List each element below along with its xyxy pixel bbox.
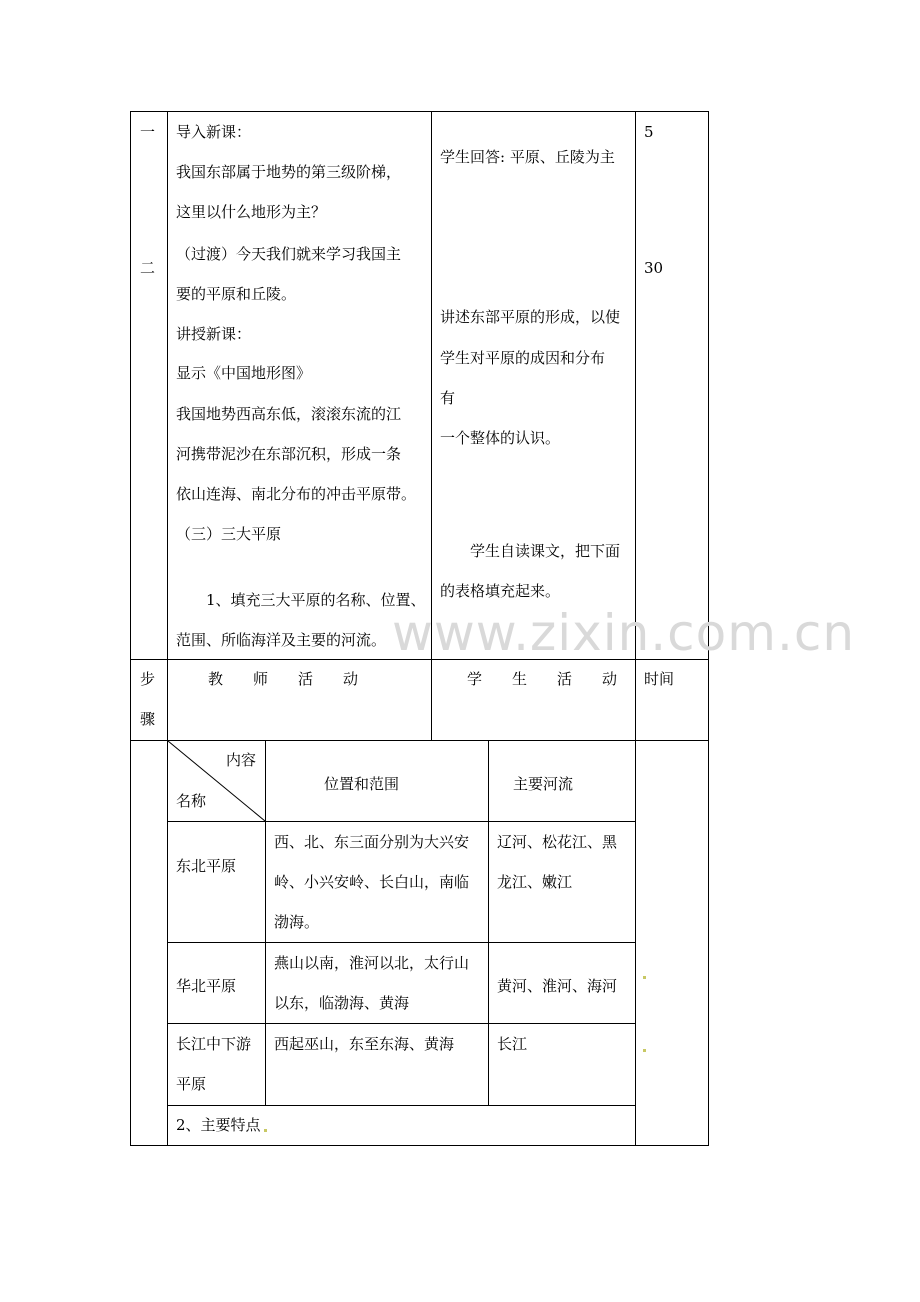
plain-rivers: 黄河、淮河、海河 [497, 977, 618, 995]
student-line: 学生对平原的成因和分布 [440, 349, 606, 367]
header-step: 骤 [140, 710, 156, 728]
plain-rivers: 辽河、松花江、黑 [497, 833, 618, 851]
time-value: 30 [644, 259, 664, 277]
teacher-line: 显示《中国地形图》 [176, 364, 312, 382]
header-time: 时间 [644, 670, 675, 688]
student-line: 的表格填充起来。 [440, 582, 561, 600]
column-header-location: 位置和范围 [324, 775, 400, 793]
teacher-line: 讲授新课： [176, 325, 252, 343]
teacher-line: 河携带泥沙在东部沉积，形成一条 [176, 445, 402, 463]
teacher-line: 范围、所临海洋及主要的河流。 [176, 631, 387, 649]
plain-location: 燕山以南，淮河以北，太行山 [274, 954, 470, 972]
plain-location: 西起巫山，东至东海、黄海 [274, 1035, 455, 1053]
plain-name: 长江中下游 [176, 1035, 252, 1053]
teacher-line: 依山连海、南北分布的冲击平原带。 [176, 485, 417, 503]
plain-name: 东北平原 [176, 857, 237, 875]
plain-name: 平原 [176, 1075, 207, 1093]
plain-name: 华北平原 [176, 977, 237, 995]
header-step: 步 [140, 670, 156, 688]
time-value: 5 [644, 123, 654, 141]
step-mark-two: 二 [140, 259, 156, 277]
student-line: 一个整体的认识。 [440, 429, 561, 447]
teacher-line: 这里以什么地形为主？ [176, 203, 327, 221]
student-line: 学生回答: 平原、丘陵为主 [440, 148, 615, 166]
teacher-line: 我国东部属于地势的第三级阶梯， [176, 163, 402, 181]
teacher-line: 1、填充三大平原的名称、位置、 [206, 591, 426, 609]
plain-rivers: 龙江、嫩江 [497, 873, 573, 891]
watermark: www.zixin.com.cn [392, 604, 856, 662]
teacher-line: 要的平原和丘陵。 [176, 285, 297, 303]
corner-label-name: 名称 [176, 792, 207, 810]
plain-location: 以东，临渤海、黄海 [274, 994, 410, 1012]
teacher-line: （过渡）今天我们就来学习我国主 [176, 245, 402, 263]
plain-location: 岭、小兴安岭、长白山，南临 [274, 873, 470, 891]
artifact-dot [643, 976, 646, 979]
teacher-line: 我国地势西高东低，滚滚东流的江 [176, 405, 402, 423]
teacher-line: （三）三大平原 [176, 525, 282, 543]
plain-location: 渤海。 [274, 913, 320, 931]
artifact-dot [264, 1129, 267, 1132]
plain-rivers: 长江 [497, 1035, 528, 1053]
header-student: 学 生 活 动 [467, 670, 618, 688]
corner-label-content: 内容 [226, 751, 257, 769]
step-mark-one: 一 [140, 123, 156, 141]
main-features-heading: 2、主要特点 [176, 1116, 261, 1134]
teacher-line: 导入新课： [176, 123, 252, 141]
artifact-dot [643, 1049, 646, 1052]
student-line: 有 [440, 389, 456, 407]
column-header-rivers: 主要河流 [513, 775, 574, 793]
student-line: 学生自读课文，把下面 [470, 542, 621, 560]
student-line: 讲述东部平原的形成，以使 [440, 308, 621, 326]
header-teacher: 教 师 活 动 [208, 670, 359, 688]
plain-location: 西、北、东三面分别为大兴安 [274, 833, 470, 851]
